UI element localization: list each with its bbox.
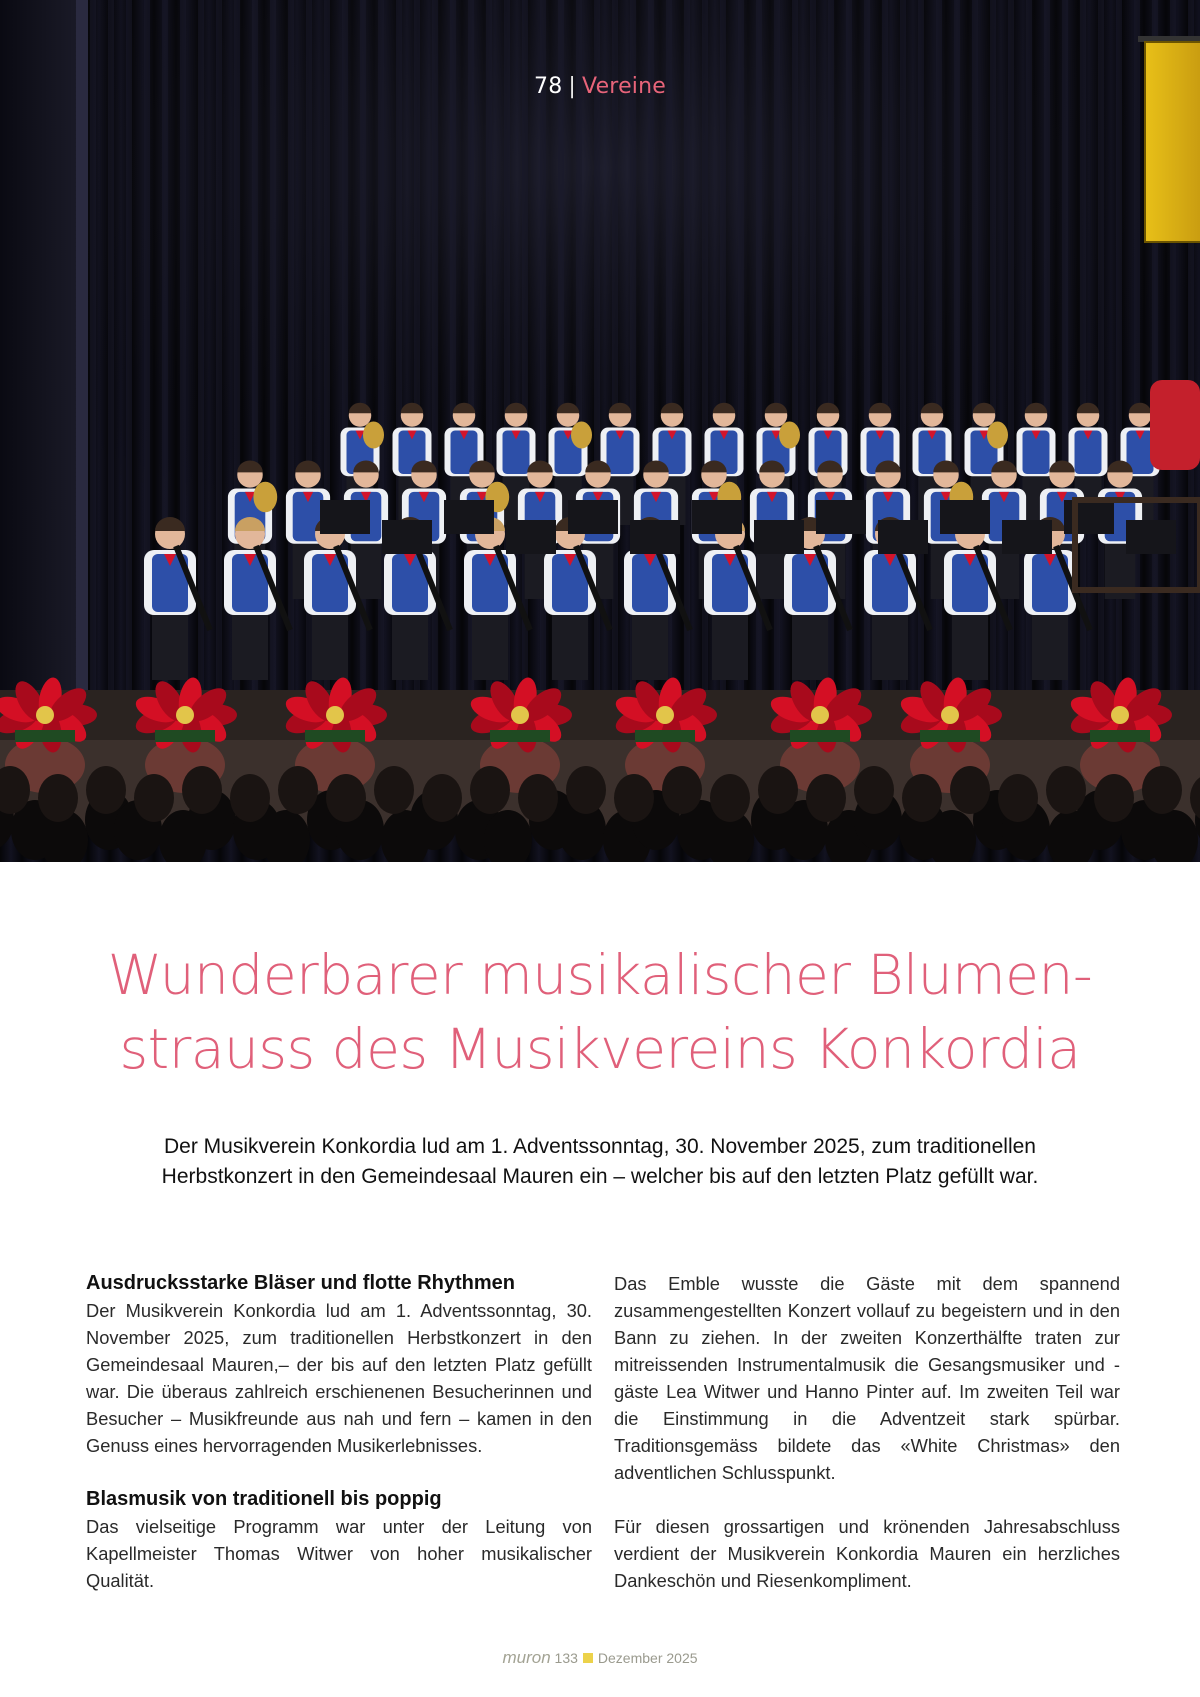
header-separator: |: [568, 74, 577, 99]
article-title-line1: Wunderbarer musikalischer Blumen-: [107, 943, 1093, 1007]
section-label: Vereine: [582, 74, 666, 99]
music-stand: [506, 520, 556, 554]
audience-head: [950, 766, 990, 814]
lead-line1: Der Musikverein Konkordia lud am 1. Adventssonntag, 30. November 2025, zum traditionellen: [164, 1135, 1036, 1158]
music-stand: [1126, 520, 1176, 554]
audience-head: [38, 774, 78, 822]
article-title-line2: strauss des Musikvereins Konkordia: [119, 1017, 1081, 1081]
magazine-name: muron: [502, 1648, 551, 1667]
page-number: 78: [534, 74, 563, 99]
music-stand: [568, 500, 618, 534]
audience-head: [614, 774, 654, 822]
audience-head: [134, 774, 174, 822]
audience-head: [998, 774, 1038, 822]
audience-head: [422, 774, 462, 822]
audience-head: [806, 774, 846, 822]
music-stand: [630, 520, 680, 554]
music-stand: [816, 500, 866, 534]
audience-head: [182, 766, 222, 814]
music-stand: [754, 520, 804, 554]
audience-head: [902, 774, 942, 822]
right-column: [614, 1270, 1120, 1594]
left-paragraph-2: Das vielseitige Programm war unter der Leitung von Kapellmeister Thomas Witwer von hoher musikalischer Qualität.: [86, 1516, 592, 1591]
audience-head: [1094, 774, 1134, 822]
audience-head: [518, 774, 558, 822]
music-stand: [1002, 520, 1052, 554]
audience-head: [1046, 766, 1086, 814]
audience-head: [470, 766, 510, 814]
page-header: [0, 74, 1200, 99]
audience-head: [710, 774, 750, 822]
music-stand: [1064, 500, 1114, 534]
music-stand: [444, 500, 494, 534]
left-paragraph-1: Der Musikverein Konkordia lud am 1. Adventssonntag, 30. November 2025, zum traditionellen Herbstkonzert in den Gemeindesaal Mauren,– der bis auf den letzten Platz gefüllt war. Die überaus zahlreich erschienenen Besucherinnen und Besucher – Musikfreunde aus nah und fern – kamen in den Genuss eines hervorragenden Musikerlebnisses.: [86, 1300, 592, 1456]
article-lead: [110, 1132, 1090, 1192]
music-stand: [878, 520, 928, 554]
page-footer: [0, 1648, 1200, 1668]
footer-square-icon: [583, 1653, 593, 1663]
audience-head: [230, 774, 270, 822]
music-stand: [940, 500, 990, 534]
audience-head: [566, 766, 606, 814]
audience-head: [374, 766, 414, 814]
stage-side-wall: [0, 0, 88, 720]
conductor: [1150, 380, 1200, 470]
audience-head: [278, 766, 318, 814]
right-paragraph-1: Das Emble wusste die Gäste mit dem spannend zusammengestellten Konzert vollauf zu begeistern und in den Bann zu ziehen. In der zweiten Konzerthälfte traten zur mitreissenden Instrumentalmusik die Gesangsmusiker und -gäste Lea Witwer und Hanno Pinter auf. Im zweiten Teil war die Einstimmung in die Adventzeit stark spürbar. Traditionsgemäss bildete das «White Christmas» den adventlichen Schlusspunkt.: [614, 1273, 1120, 1483]
article-title: [80, 938, 1120, 1086]
subheading-2: Blasmusik von traditionell bis poppig: [86, 1488, 442, 1510]
banner-flag: [1138, 36, 1200, 242]
music-stand: [692, 500, 742, 534]
audience-head: [86, 766, 126, 814]
audience-head: [662, 766, 702, 814]
lead-line2: Herbstkonzert in den Gemeindesaal Mauren ein – welcher bis auf den letzten Platz gefüllt war.: [161, 1165, 1039, 1188]
audience-head: [1142, 766, 1182, 814]
subheading-1: Ausdrucksstarke Bläser und flotte Rhythmen: [86, 1272, 515, 1294]
issue-number: 133: [554, 1650, 578, 1666]
music-stand: [382, 520, 432, 554]
audience-head: [326, 774, 366, 822]
left-column: [86, 1270, 592, 1594]
audience-head: [758, 766, 798, 814]
audience-head: [854, 766, 894, 814]
right-paragraph-2: Für diesen grossartigen und krönenden Jahresabschluss verdient der Musikverein Konkordia Mauren ein herzliches Dankeschön und Riesenkompliment.: [614, 1516, 1120, 1591]
issue-date: Dezember 2025: [597, 1650, 698, 1666]
music-stand: [320, 500, 370, 534]
